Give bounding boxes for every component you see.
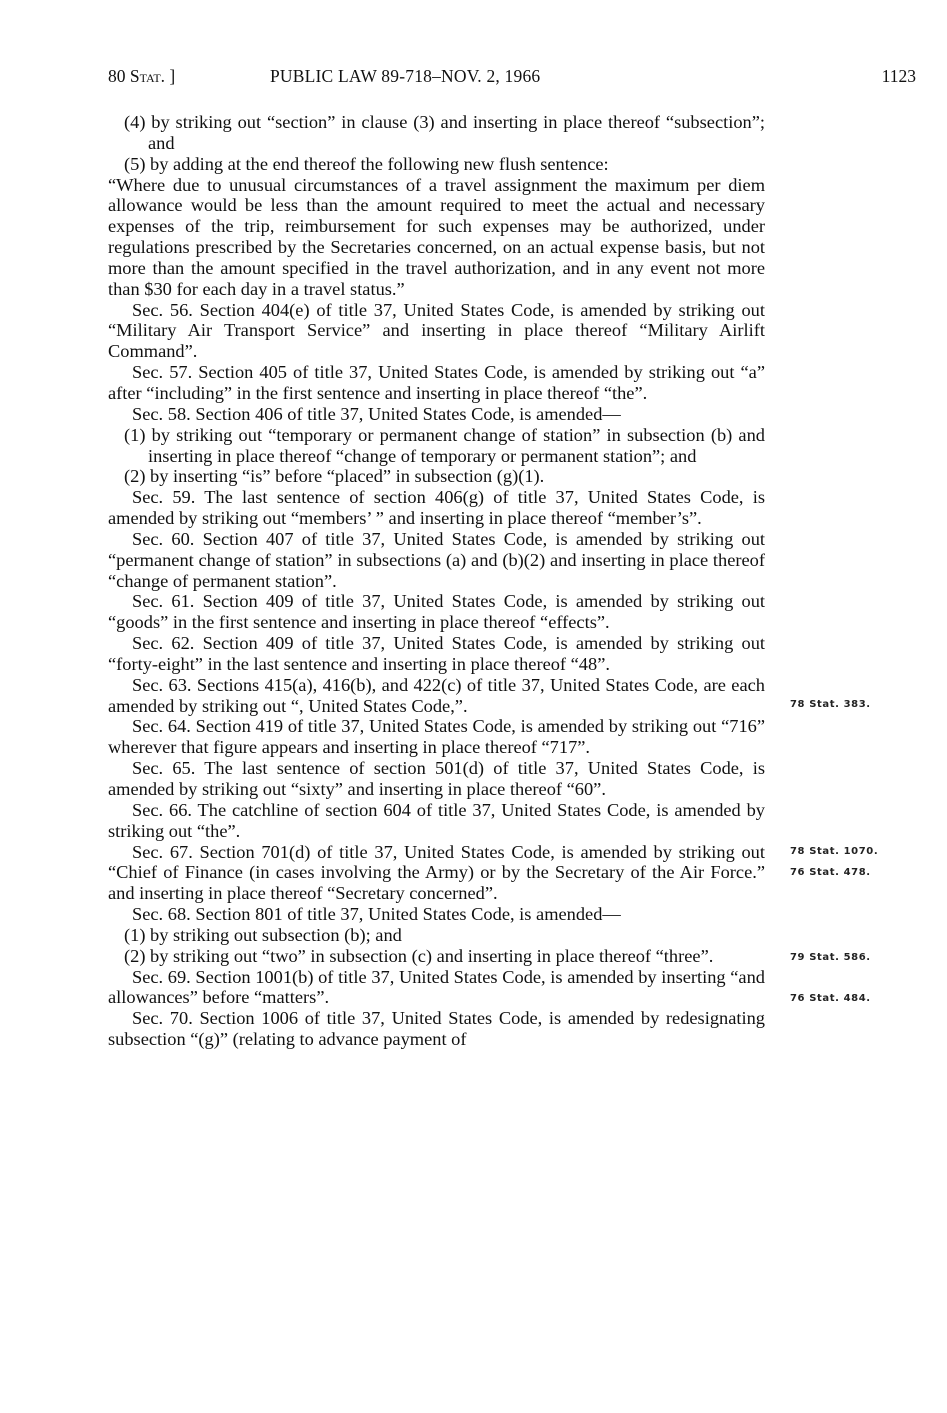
paragraph-item: (2) by inserting “is” before “placed” in subsection (g)(1). <box>124 466 545 487</box>
section-paragraph: Sec. 66. The catchline of section 604 of title 37, United States Code, is amended by striking out “the”. <box>108 799 765 841</box>
section-paragraph: Sec. 62. Section 409 of title 37, United States Code, is amended by striking out “forty-eight” in the last sentence and inserting in place thereof “48”. <box>108 633 765 674</box>
section-paragraph: Sec. 57. Section 405 of title 37, United States Code, is amended by striking out “a” after “including” in the first sentence and inserting in place thereof “the”. <box>108 362 765 403</box>
page-number: 1123 <box>881 66 916 86</box>
margin-citation: 79 Stat. 586. <box>790 952 871 963</box>
section-paragraph: Sec. 61. Section 409 of title 37, United States Code, is amended by striking out “goods” in the first sentence and inserting in place thereof “effects”. <box>108 591 765 633</box>
running-header <box>108 66 916 92</box>
margin-citation: 78 Stat. 1070. <box>790 846 879 857</box>
margin-citation: 78 Stat. 383. <box>790 699 871 710</box>
header-title: PUBLIC LAW 89-718–NOV. 2, 1966 <box>270 66 541 86</box>
section-paragraph: Sec. 70. Section 1006 of title 37, United States Code, is amended by redesignating subsection “(g)” (relating to advance payment of <box>108 1008 765 1050</box>
paragraph-item: (1) by striking out “temporary or permanent change of station” in subsection (b) and inserting in place thereof “change of temporary or permanent station”; and <box>124 424 765 466</box>
paragraph-item: (5) by adding at the end thereof the following new flush sentence: <box>124 153 609 174</box>
flush-sentence: “Where due to unusual circumstances of a travel assignment the maximum per diem allowance would be less than the amount required to meet the actual and necessary expenses of the trip, reimbursement for such expenses may be authorized, under regulations prescribed by the Secretaries concerned, on an actual expense basis, but not more than the amount specified in the travel authorization, and in any event not more than $30 for each day in a travel status.” <box>108 174 765 299</box>
section-paragraph: Sec. 56. Section 404(e) of title 37, United States Code, is amended by striking out “Military Air Transport Service” and inserting in place thereof “Military Airlift Command”. <box>108 299 765 362</box>
section-paragraph: Sec. 65. The last sentence of section 501(d) of title 37, United States Code, is amended by striking out “sixty” and inserting in place thereof “60”. <box>108 758 765 799</box>
margin-citation: 76 Stat. 484. <box>790 993 871 1004</box>
section-paragraph: Sec. 58. Section 406 of title 37, United States Code, is amended— <box>132 403 621 424</box>
section-paragraph: Sec. 59. The last sentence of section 406(g) of title 37, United States Code, is amended by striking out “members’ ” and inserting in place thereof “member’s”. <box>108 487 765 529</box>
section-paragraph: Sec. 60. Section 407 of title 37, United States Code, is amended by striking out “permanent change of station” in subsections (a) and (b)(2) and inserting in place thereof “change of permanent station”. <box>108 528 765 591</box>
header-citation: 80 Stat. ] <box>108 66 176 86</box>
paragraph-item: (1) by striking out subsection (b); and <box>124 924 402 945</box>
margin-citation: 76 Stat. 478. <box>790 867 871 878</box>
section-paragraph: Sec. 69. Section 1001(b) of title 37, United States Code, is amended by inserting “and allowances” before “matters”. <box>108 966 765 1008</box>
section-paragraph: Sec. 63. Sections 415(a), 416(b), and 422(c) of title 37, United States Code, are each amended by striking out “, United States Code,”. <box>108 674 765 716</box>
section-paragraph: Sec. 68. Section 801 of title 37, United States Code, is amended— <box>132 904 621 925</box>
section-paragraph: Sec. 64. Section 419 of title 37, United States Code, is amended by striking out “716” wherever that figure appears and inserting in place thereof “717”. <box>108 716 765 758</box>
document-body <box>108 112 765 1050</box>
section-paragraph: Sec. 67. Section 701(d) of title 37, United States Code, is amended by striking out “Chief of Finance (in cases involving the Army) or by the Secretary of the Air Force.” and inserting in place thereof “Secretary concerned”. <box>108 841 765 904</box>
paragraph-item: (4) by striking out “section” in clause (3) and inserting in place thereof “subsection”; and <box>124 112 765 153</box>
paragraph-item: (2) by striking out “two” in subsection (c) and inserting in place thereof “three”. <box>124 945 714 966</box>
